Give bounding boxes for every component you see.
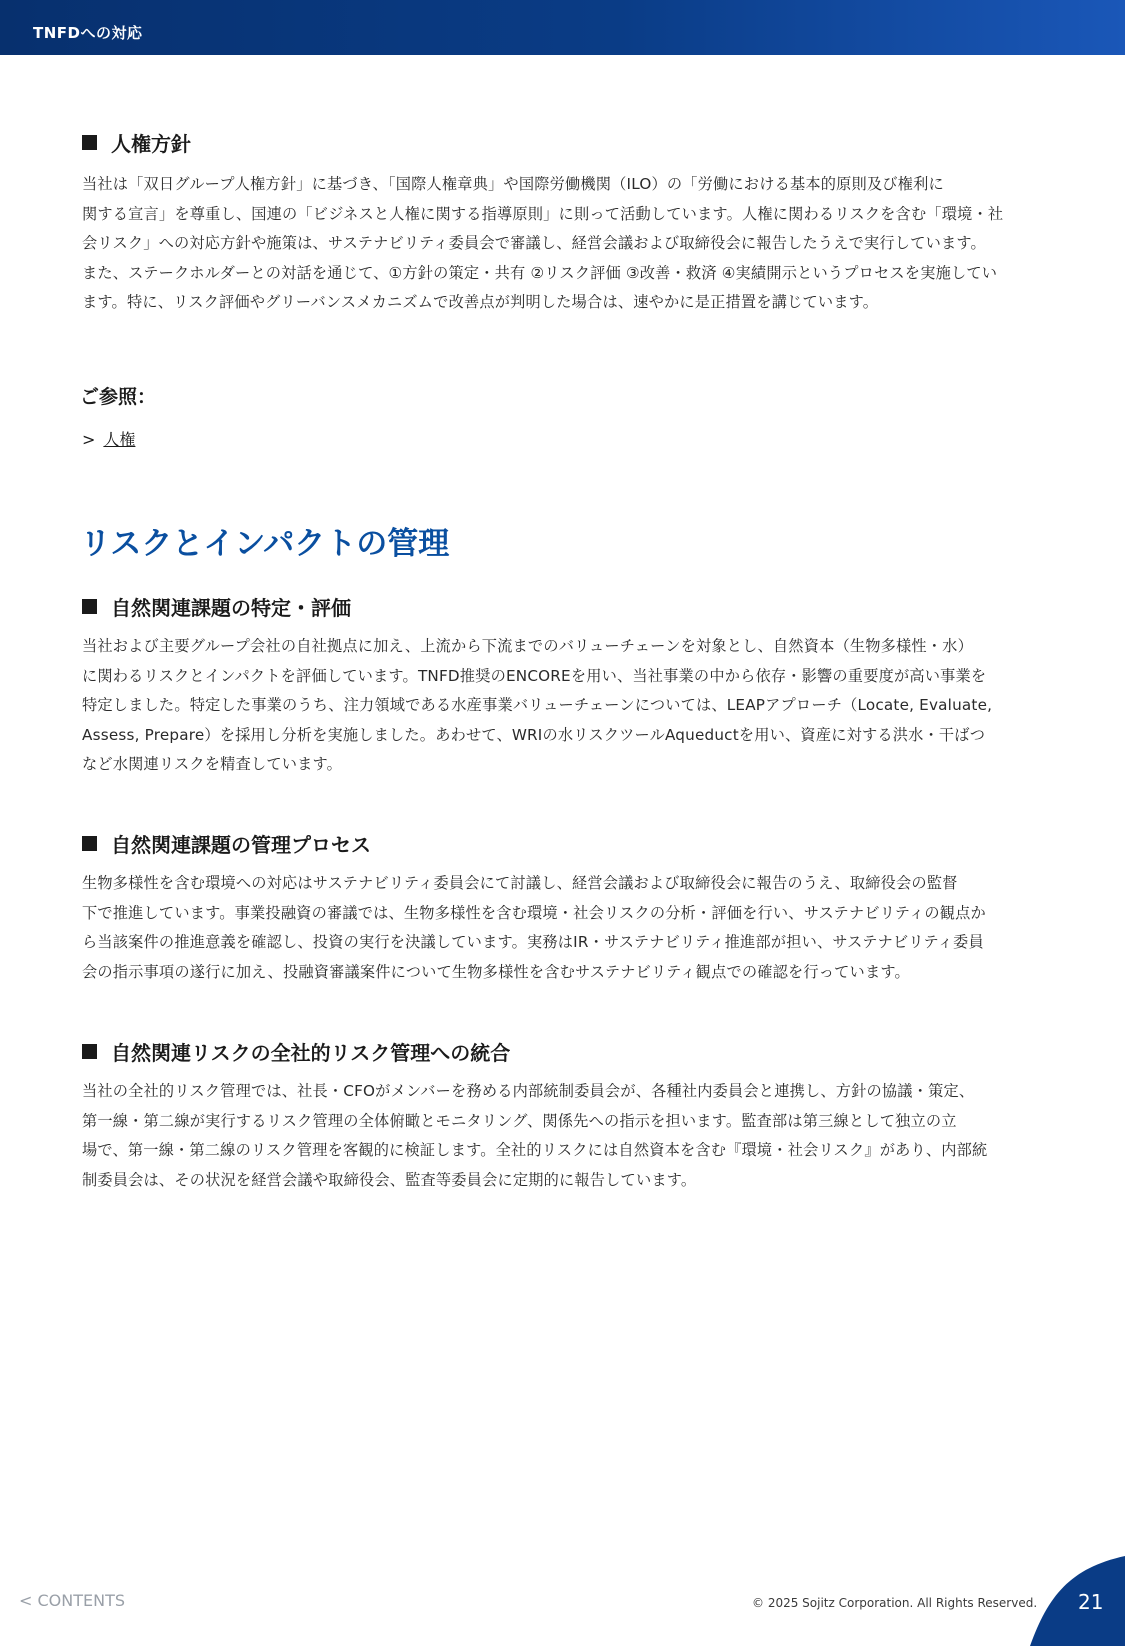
management-heading-text: 自然関連課題の管理プロセス [111, 833, 371, 857]
page-number: 21 [1078, 1590, 1104, 1614]
human-rights-heading [82, 128, 191, 157]
integration-heading-text: 自然関連リスクの全社的リスク管理への統合 [111, 1041, 511, 1065]
paragraph-line: 当社は「双日グループ人権方針」に基づき、「国際人権章典」や国際労働機関（ILO）の「労働における基本的原則及び権利に [82, 175, 944, 193]
paragraph-line: 関する宣言」を尊重し、国連の「ビジネスと人権に関する指導原則」に則って活動しています。人権に関わるリスクを含む「環境・社 [82, 204, 1004, 223]
paragraph-line: ます。特に、リスク評価やグリーバンスメカニズムで改善点が判明した場合は、速やかに是正措置を講じています。 [82, 293, 879, 312]
header-title: TNFDへの対応 [33, 24, 143, 42]
identification-heading [82, 592, 351, 621]
section-title: リスクとインパクトの管理 [80, 526, 450, 562]
square-bullet-icon [82, 836, 97, 851]
paragraph-line: など水関連リスクを精査しています。 [82, 755, 343, 774]
paragraph-line: 生物多様性を含む環境への対応はサステナビリティ委員会にて討議し、経営会議および取締役会に報告のうえ、取締役会の監督 [82, 874, 958, 892]
paragraph-line: Assess, Prepare）を採用し分析を実施しました。あわせて、WRIの水リスクツールAqueductを用い、資産に対する洪水・干ばつ [82, 725, 986, 744]
paragraph-line: また、ステークホルダーとの対話を通じて、①方針の策定・共有 ②リスク評価 ③改善・救済 ④実績開示というプロセスを実施してい [82, 263, 998, 282]
integration-heading [82, 1037, 510, 1066]
reference-link-row [82, 427, 135, 450]
header-bar [0, 0, 1125, 55]
paragraph-line: 下で推進しています。事業投融資の審議では、生物多様性を含む環境・社会リスクの分析・評価を行い、サステナビリティの観点か [82, 903, 986, 922]
reference-heading: ご参照： [80, 386, 157, 408]
human-rights-paragraph [82, 170, 1047, 318]
paragraph-line: に関わるリスクとインパクトを評価しています。TNFD推奨のENCOREを用い、当社事業の中から依存・影響の重要度が高い事業を [82, 666, 987, 685]
chevron-right-icon: > [82, 430, 96, 449]
square-bullet-icon [82, 135, 97, 150]
copyright-text: © 2025 Sojitz Corporation. All Rights Reserved. [752, 1596, 1038, 1610]
identification-heading-text: 自然関連課題の特定・評価 [111, 596, 351, 620]
paragraph-line: 当社および主要グループ会社の自社拠点に加え、上流から下流までのバリューチェーンを対象とし、自然資本（生物多様性・水） [82, 637, 973, 655]
square-bullet-icon [82, 599, 97, 614]
integration-paragraph [82, 1077, 1047, 1195]
paragraph-line: ら当該案件の推進意義を確認し、投資の実行を決議しています。実務はIR・サステナビリティ推進部が担い、サステナビリティ委員 [82, 933, 984, 952]
human-rights-heading-text: 人権方針 [111, 132, 191, 156]
square-bullet-icon [82, 1044, 97, 1059]
paragraph-line: 当社の全社的リスク管理では、社長・CFOがメンバーを務める内部統制委員会が、各種社内委員会と連携し、方針の協議・策定、 [82, 1082, 975, 1100]
paragraph-line: 会の指示事項の遂行に加え、投融資審議案件について生物多様性を含むサステナビリティ観点での確認を行っています。 [82, 962, 910, 981]
paragraph-line: 制委員会は、その状況を経営会議や取締役会、監査等委員会に定期的に報告しています。 [82, 1170, 697, 1189]
paragraph-line: 第一線・第二線が実行するリスク管理の全体俯瞰とモニタリング、関係先への指示を担います。監査部は第三線として独立の立 [82, 1111, 957, 1130]
contents-link[interactable]: < CONTENTS [19, 1591, 126, 1610]
management-paragraph [82, 869, 1047, 987]
paragraph-line: 特定しました。特定した事業のうち、注力領域である水産事業バリューチェーンについては、LEAPアプローチ（Locate, Evaluate, [82, 696, 993, 715]
human-rights-link[interactable]: 人権 [103, 430, 136, 449]
paragraph-line: 場で、第一線・第二線のリスク管理を客観的に検証します。全社的リスクには自然資本を含む『環境・社会リスク』があり、内部統 [82, 1141, 988, 1160]
paragraph-line: 会リスク」への対応方針や施策は、サステナビリティ委員会で審議し、経営会議および取締役会に報告したうえで実行しています。 [82, 234, 986, 253]
management-heading [82, 829, 371, 858]
identification-paragraph [82, 632, 1047, 780]
